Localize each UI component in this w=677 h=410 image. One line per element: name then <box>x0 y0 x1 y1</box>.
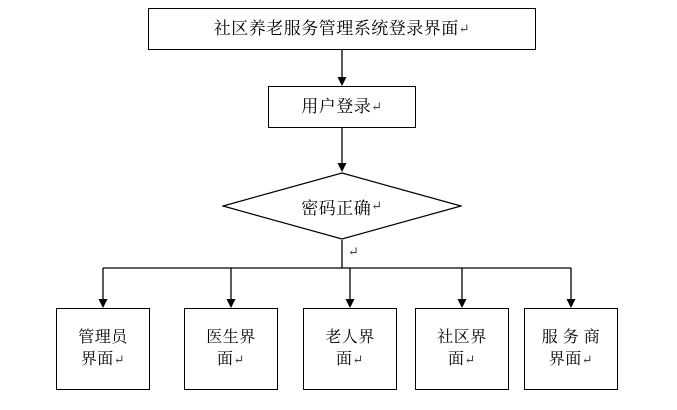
node-doctor-interface <box>184 308 278 390</box>
node-admin-interface <box>56 308 150 390</box>
node-community-interface <box>415 308 509 390</box>
node-title-label: 社区养老服务管理系统登录界面 <box>213 18 459 38</box>
leaf-text <box>63 327 143 370</box>
leaf-text <box>422 327 502 370</box>
paragraph-mark: ↵ <box>458 21 471 37</box>
leaf-line-2: 界面 <box>80 351 114 368</box>
branch-paragraph-mark: ↵ <box>348 244 359 259</box>
node-login-label: 用户登录 <box>301 96 372 116</box>
leaf-line-2: 面 <box>217 351 234 368</box>
node-password-correct <box>222 172 462 240</box>
node-decision-label: 密码正确 <box>301 198 372 218</box>
paragraph-mark: ↵ <box>371 99 383 115</box>
paragraph-mark: ↵ <box>233 352 245 367</box>
paragraph-mark: ↵ <box>113 352 126 367</box>
diamond-label-wrap <box>222 172 462 240</box>
node-system-login-screen <box>148 8 536 50</box>
leaf-line-1: 管理员 <box>78 329 128 347</box>
leaf-text <box>191 327 271 370</box>
leaf-line-2: 面 <box>336 351 353 368</box>
leaf-text <box>531 327 611 370</box>
node-user-login <box>268 86 416 128</box>
node-elderly-interface <box>303 308 397 390</box>
leaf-line-1: 老人界 <box>325 329 375 347</box>
leaf-line-1: 服 务 商 <box>541 329 601 347</box>
node-service-provider-interface <box>524 308 618 390</box>
leaf-line-2: 界面 <box>548 351 582 368</box>
paragraph-mark: ↵ <box>581 352 594 367</box>
leaf-line-2: 面 <box>448 351 465 368</box>
paragraph-mark: ↵ <box>352 352 364 367</box>
leaf-line-1: 医生界 <box>206 329 256 347</box>
leaf-line-1: 社区界 <box>437 329 487 347</box>
paragraph-mark: ↵ <box>371 198 383 213</box>
paragraph-mark: ↵ <box>464 352 476 367</box>
leaf-text <box>310 327 390 370</box>
